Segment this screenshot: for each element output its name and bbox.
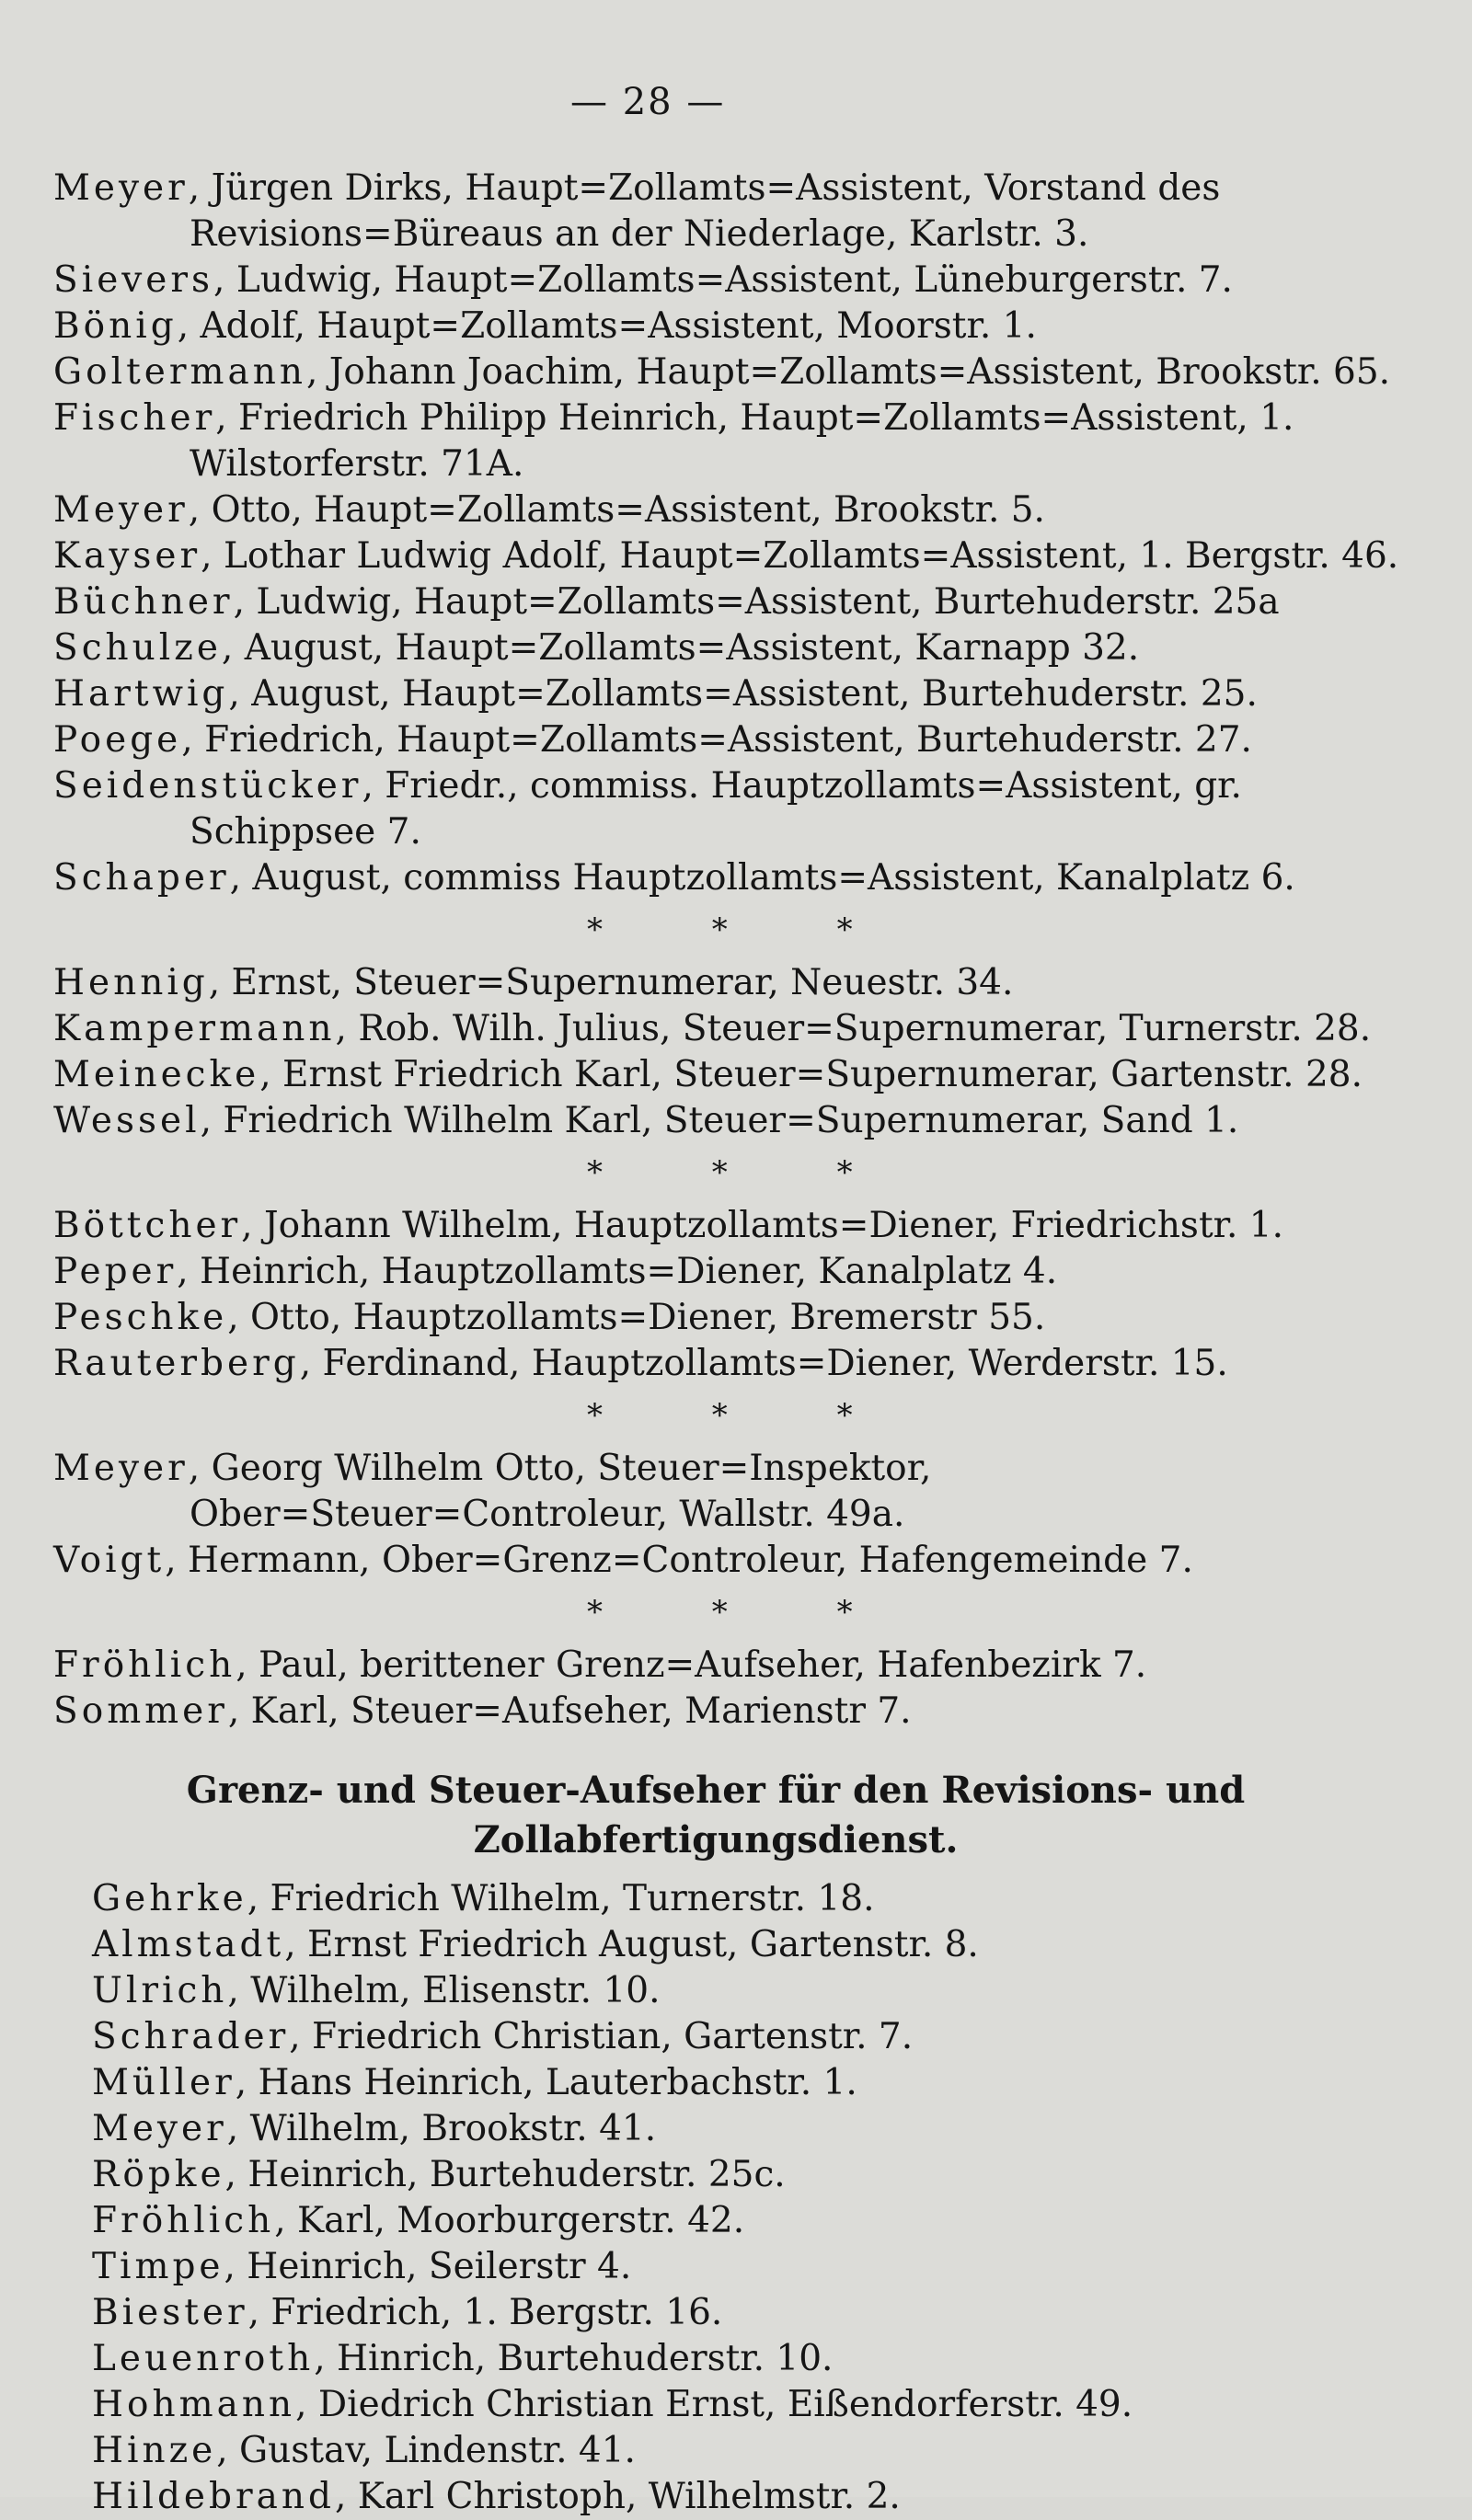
list-item [53,487,1406,533]
list-item [53,349,1406,395]
entry-details: , Otto, Hauptzollamts=Diener, Bremerstr 55. [227,1297,1046,1338]
list-item [53,1538,1406,1584]
surname: Kampermann [53,1008,336,1049]
entry-details: , Hermann, Ober=Grenz=Controleur, Hafengemeinde 7. [165,1540,1193,1581]
surname: Fröhlich [53,1644,236,1686]
list-item [53,1052,1406,1098]
list-item [53,763,1406,855]
surname: Hennig [53,962,209,1003]
list-item [92,2014,1406,2060]
list-item [53,1446,1406,1538]
list-item [53,579,1406,625]
list-item [92,1876,1406,1922]
surname: Peper [53,1251,178,1292]
surname: Fröhlich [92,2200,275,2241]
list-item [92,1968,1406,2014]
surname: Almstadt [92,1924,285,1965]
entry-details: , Paul, berittener Grenz=Aufseher, Hafenbezirk 7. [236,1644,1147,1686]
list-item [53,1295,1406,1341]
list-item [53,671,1406,717]
entry-details: , Wilhelm, Brookstr. 41. [226,2108,657,2149]
surname: Seidenstücker [53,765,362,807]
surname: Böttcher [53,1205,242,1246]
group-grenz-und-steuer-aufseher [53,1876,1406,2520]
list-item [53,1006,1406,1052]
surname: Ulrich [92,1970,228,2011]
list-item [53,1341,1406,1387]
surname: Hohmann [92,2384,296,2425]
entry-details: , Friedrich Wilhelm Karl, Steuer=Supernumerar, Sand 1. [200,1100,1239,1141]
entry-details: , Ernst Friedrich August, Gartenstr. 8. [284,1924,979,1965]
entry-details: , Hinrich, Burtehuderstr. 10. [314,2338,834,2379]
list-item [92,2336,1406,2382]
surname: Rauterberg [53,1343,300,1384]
surname: Hartwig [53,673,229,715]
group-haupt-zollamts-assistenten [53,166,1406,901]
entry-details: , Friedrich Christian, Gartenstr. 7. [289,2016,914,2057]
surname: Kayser [53,535,201,577]
entry-details: , Karl, Moorburgerstr. 42. [274,2200,745,2241]
surname: Schrader [92,2016,290,2057]
entry-details: , Karl Christoph, Wilhelmstr. 2. [334,2476,901,2517]
list-item [53,1249,1406,1295]
surname: Leuenroth [92,2338,315,2379]
section-heading: Grenz- und Steuer-Aufseher für den Revisions- und Zollabfertigungsdienst. [186,1769,1246,1861]
surname: Meyer [53,167,189,209]
entry-details: , Heinrich, Seilerstr 4. [224,2246,632,2287]
list-item [53,258,1406,304]
group-steuer-supernumerare [53,960,1406,1144]
list-item [92,2106,1406,2152]
entry-details: , Friedrich, Haupt=Zollamts=Assistent, Burtehuderstr. 27. [181,719,1252,761]
group-aufseher [53,1643,1406,1735]
list-item [53,717,1406,763]
entry-details: , Ludwig, Haupt=Zollamts=Assistent, Lüneburgerstr. 7. [213,259,1233,301]
entry-details: , Gustav, Lindenstr. 41. [216,2430,636,2471]
entry-details: , Johann Wilhelm, Hauptzollamts=Diener, Friedrichstr. 1. [241,1205,1283,1246]
entry-details: , Ludwig, Haupt=Zollamts=Assistent, Burtehuderstr. 25a [233,581,1280,623]
list-item [92,2198,1406,2244]
surname: Meinecke [53,1054,260,1095]
entry-details: , August, Haupt=Zollamts=Assistent, Burtehuderstr. 25. [228,673,1258,715]
list-item [53,960,1406,1006]
list-item [53,1689,1406,1735]
list-item [53,533,1406,579]
surname: Schulze [53,627,222,669]
group-hauptzollamts-diener [53,1203,1406,1387]
list-item [92,2428,1406,2474]
surname: Büchner [53,581,234,623]
entry-details: , Heinrich, Burtehuderstr. 25c. [224,2154,786,2195]
list-item [53,855,1406,901]
surname: Sommer [53,1690,228,1732]
list-item [53,166,1406,258]
section-separator [53,1584,1406,1643]
entry-details: , Adolf, Haupt=Zollamts=Assistent, Moorstr. 1. [177,305,1037,347]
section-separator [53,1387,1406,1446]
entry-details: , Heinrich, Hauptzollamts=Diener, Kanalplatz 4. [177,1251,1058,1292]
surname: Schaper [53,857,230,899]
list-item [92,2060,1406,2106]
list-item [92,1922,1406,1968]
surname: Meyer [53,489,189,531]
surname: Voigt [53,1540,166,1581]
separator-stars: * * * [587,1397,903,1434]
surname: Meyer [53,1448,189,1489]
entry-details: , Johann Joachim, Haupt=Zollamts=Assistent, Brookstr. 65. [305,351,1391,393]
section-separator [53,901,1406,960]
entry-details: , Rob. Wilh. Julius, Steuer=Supernumerar, Turnerstr. 28. [335,1008,1372,1049]
surname: Timpe [92,2246,224,2287]
list-item [92,2290,1406,2336]
surname: Hinze [92,2430,217,2471]
directory-listing [53,166,1406,2520]
surname: Poege [53,719,182,761]
list-item [53,625,1406,671]
entry-details: , Lothar Ludwig Adolf, Haupt=Zollamts=Assistent, 1. Bergstr. 46. [201,535,1399,577]
surname: Wessel [53,1100,201,1141]
entry-details: , Ferdinand, Hauptzollamts=Diener, Werderstr. 15. [299,1343,1228,1384]
list-item [53,1643,1406,1689]
surname: Goltermann [53,351,306,393]
entry-details: , August, commiss Hauptzollamts=Assistent, Kanalplatz 6. [229,857,1295,899]
entry-details: , Hans Heinrich, Lauterbachstr. 1. [235,2062,857,2103]
entry-details: , Ernst, Steuer=Supernumerar, Neuestr. 34. [208,962,1014,1003]
entry-details: , Friedr., commiss. Hauptzollamts=Assistent, gr. Schippsee 7. [190,765,1242,853]
entry-details: , Wilhelm, Elisenstr. 10. [227,1970,661,2011]
surname: Peschke [53,1297,228,1338]
surname: Biester [92,2292,248,2333]
entry-details: , Friedrich Philipp Heinrich, Haupt=Zollamts=Assistent, 1. Wilstorferstr. 71A. [190,397,1294,485]
entry-details: , Georg Wilhelm Otto, Steuer=Inspektor, Ober=Steuer=Controleur, Wallstr. 49a. [188,1448,932,1535]
entry-details: , Jürgen Dirks, Haupt=Zollamts=Assistent, Vorstand des Revisions=Büreaus an der Niederlage, Karlstr. 3. [188,167,1221,255]
surname: Bönig [53,305,178,347]
list-item [53,1098,1406,1144]
list-item [92,2382,1406,2428]
surname: Röpke [92,2154,225,2195]
surname: Gehrke [92,1878,247,1919]
entry-details: , Ernst Friedrich Karl, Steuer=Supernumerar, Gartenstr. 28. [259,1054,1363,1095]
list-item [53,395,1406,487]
list-item [92,2244,1406,2290]
list-item [92,2152,1406,2198]
list-item [53,1203,1406,1249]
entry-details: , Friedrich, 1. Bergstr. 16. [247,2292,723,2333]
surname: Fischer [53,397,216,439]
surname: Sievers [53,259,214,301]
entry-details: , Diedrich Christian Ernst, Eißendorferstr. 49. [295,2384,1133,2425]
list-item [53,304,1406,349]
section-separator [53,1144,1406,1203]
separator-stars: * * * [587,911,903,948]
group-controleure [53,1446,1406,1584]
entry-details: , Karl, Steuer=Aufseher, Marienstr 7. [227,1690,912,1732]
separator-stars: * * * [587,1594,903,1631]
entry-details: , Otto, Haupt=Zollamts=Assistent, Brookstr. 5. [188,489,1045,531]
page-number: — 28 — [570,81,726,123]
surname: Meyer [92,2108,227,2149]
surname: Hildebrand [92,2476,335,2517]
surname: Müller [92,2062,236,2103]
separator-stars: * * * [587,1154,903,1191]
entry-details: , August, Haupt=Zollamts=Assistent, Karnapp 32. [221,627,1140,669]
entry-details: , Friedrich Wilhelm, Turnerstr. 18. [247,1878,875,1919]
list-item [92,2474,1406,2520]
